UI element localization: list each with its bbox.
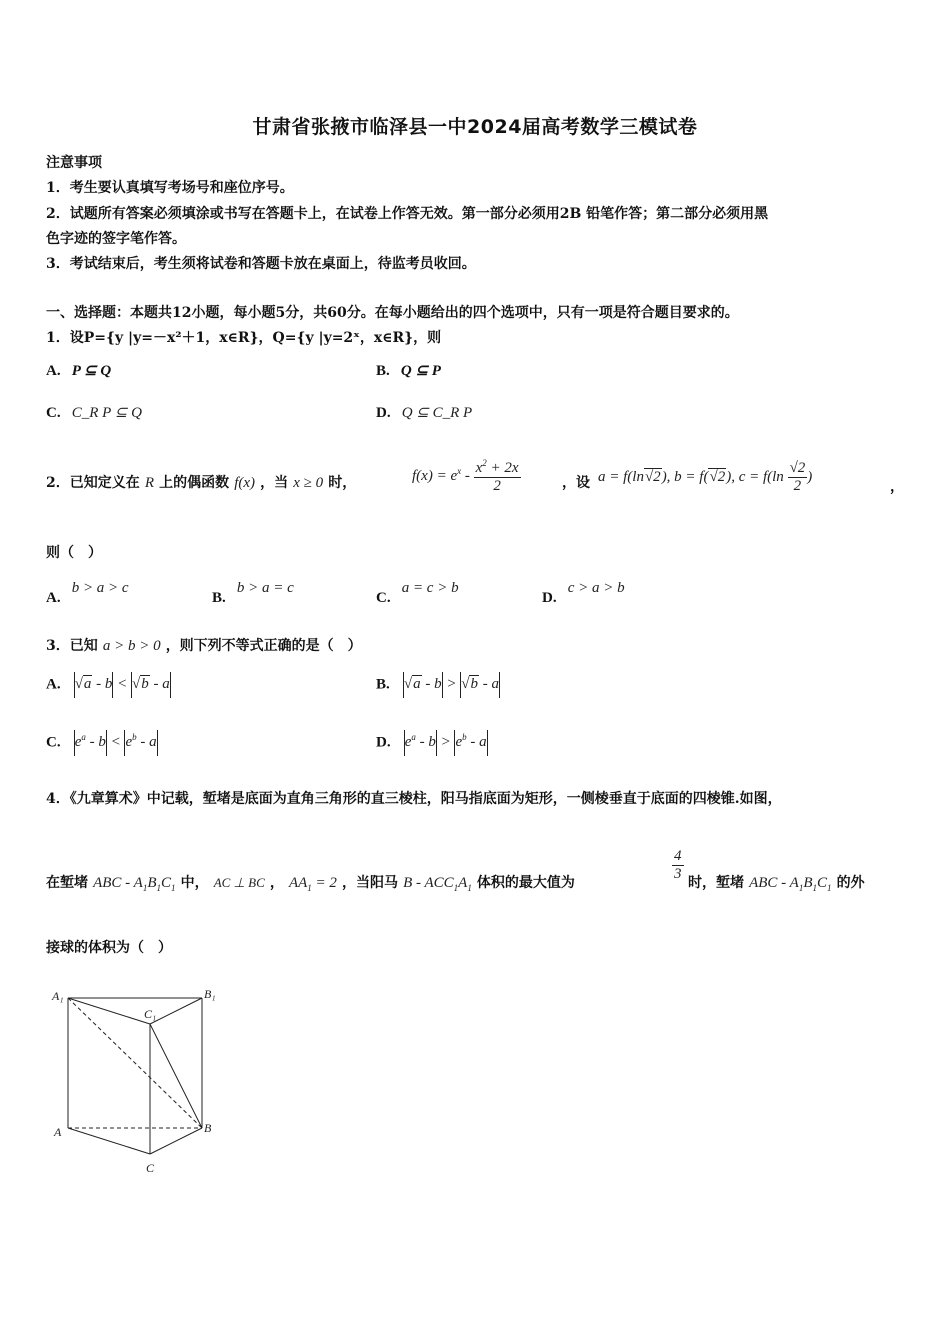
q4-text-4: ，当阳马 [341, 875, 398, 891]
q2-option-a [46, 577, 129, 606]
q4-max-volume: $\frac{4}{3}$ [674, 848, 682, 882]
q3-option-a [46, 672, 171, 698]
option-letter: B. [212, 590, 226, 606]
label-a1: A₁ [52, 989, 64, 1003]
q3-option-c-expr: $e^a - b < e^b - a$ [74, 734, 158, 750]
q2-domain: R [144, 475, 155, 491]
option-letter: C. [46, 734, 61, 751]
q1-option-d [376, 402, 472, 422]
q2-func: f(x) [234, 475, 256, 491]
q3-condition: a > b > 0 [102, 638, 161, 654]
q4-text-1: 在堑堵 [46, 875, 88, 891]
edge-c1b [150, 1024, 202, 1128]
q2-text-6: ， [890, 479, 904, 495]
q4-text-6: 时，堑堵 [688, 875, 744, 891]
q4-stem-line2-b [688, 872, 865, 893]
q3-text-1: 3．已知 [46, 638, 98, 654]
q4-pyramid: B - $ACC_1A_1$ [403, 875, 472, 893]
q1-stem: 1．设P={y |y=－x²＋1，x∈R}，Q={y |y=2ˣ，x∈R}，则 [46, 330, 442, 346]
q2-option-d-text: c > a > b [567, 580, 625, 596]
q1-option-b [376, 360, 441, 380]
q2-text-4: 时， [328, 475, 357, 491]
q4-edge: $AA_1 = 2$ [288, 875, 337, 893]
q4-text-3: ， [269, 875, 284, 891]
edge-ac [68, 1128, 150, 1154]
q4-text-7: 的外 [836, 875, 865, 891]
option-letter: D. [376, 734, 391, 751]
q1-option-c-text: C_R P ⊆ Q [71, 405, 142, 421]
q2-option-b [212, 577, 294, 606]
q4-prism-2: ABC - $A_1B_1C_1$ [749, 875, 832, 893]
notice-item-2: 2．试题所有答案必须填涂或书写在答题卡上，在试卷上作答无效。第一部分必须用2B 铅笔作答；第二部分必须用黑 [46, 206, 769, 222]
q4-stem-line1: 4．《九章算术》中记载，堑堵是底面为直角三角形的直三棱柱，阳马指底面为矩形，一侧棱垂直于底面的四棱锥.如图， [46, 791, 782, 807]
q4-perp: AC ⊥ BC [213, 875, 265, 890]
edge-cb [150, 1128, 202, 1154]
notice-item-1: 1．考生要认真填写考场号和座位序号。 [46, 180, 294, 196]
option-letter: D. [542, 590, 557, 606]
option-letter: A. [46, 676, 61, 693]
q2-text-2: 上的偶函数 [159, 475, 230, 491]
q2-text-3: ，当 [260, 475, 289, 491]
q2-option-b-text: b > a = c [236, 580, 294, 596]
notice-item-3: 3．考试结束后，考生须将试卷和答题卡放在桌面上，待监考员收回。 [46, 256, 476, 272]
option-letter: C. [376, 590, 391, 606]
label-c: C [146, 1161, 155, 1175]
section-heading: 一、选择题：本题共12小题，每小题5分，共60分。在每小题给出的四个选项中，只有一项是符合题目要求的。 [46, 305, 739, 321]
q2-option-d [542, 577, 625, 606]
q2-stem [46, 472, 356, 492]
q2-option-c-text: a = c > b [401, 580, 459, 596]
option-letter: B. [376, 676, 390, 693]
q3-option-b-expr: √a - b > √b - a [403, 676, 500, 692]
page-title: 甘肃省张掖市临泽县一中2024届高考数学三模试卷 [252, 116, 698, 138]
q2-stem-end [890, 476, 904, 496]
q3-option-c [46, 730, 158, 756]
prism-figure [40, 980, 240, 1180]
q4-prism: ABC - $A_1B_1C_1$ [93, 875, 176, 893]
q1-option-c [46, 402, 142, 422]
q2-condition: x ≥ 0 [293, 475, 324, 491]
q1-option-b-text: Q ⊆ P [400, 363, 441, 379]
notice-item-2-cont: 色字迹的签字笔作答。 [46, 231, 186, 247]
q2-text-5: ，设 [562, 475, 590, 491]
q3-option-d-expr: $e^a - b > e^b - a$ [404, 734, 488, 750]
q4-text-2: 中， [180, 875, 209, 891]
label-b1: B₁ [204, 987, 216, 1001]
edge-a1b-hidden [68, 998, 202, 1128]
q1-option-d-text: Q ⊆ C_R P [401, 405, 473, 421]
q3-text-2: ，则下列不等式正确的是（ ） [165, 638, 362, 654]
q2-option-c [376, 577, 459, 606]
q2-text-1: 2．已知定义在 [46, 475, 140, 491]
q4-text-5: 体积的最大值为 [476, 875, 575, 891]
option-letter: D. [376, 405, 391, 421]
q2-abc-definition: a = f(ln√2), b = f(√2), c = f(ln $\frac{√2}{2}$ ) [598, 460, 813, 494]
notice-heading: 注意事项 [46, 155, 102, 171]
q1-option-a [46, 360, 111, 380]
q2-option-a-text: b > a > c [71, 580, 129, 596]
option-letter: B. [376, 363, 390, 379]
label-b: B [204, 1121, 212, 1135]
q3-stem [46, 635, 362, 655]
option-letter: A. [46, 590, 61, 606]
q3-option-d [376, 730, 488, 756]
q2-formula: $f(x) = e^x$ - $\frac{x^2 + 2x}{2}$ [412, 458, 519, 494]
option-letter: A. [46, 363, 61, 379]
q3-option-a-expr: √a - b < √b - a [74, 676, 171, 692]
label-c1: C₁ [144, 1007, 157, 1021]
edge-a1c1 [68, 998, 150, 1024]
q4-stem-line2 [46, 872, 575, 893]
q2-stem-b [562, 472, 590, 492]
option-letter: C. [46, 405, 61, 421]
q4-stem-line3: 接球的体积为（ ） [46, 940, 172, 956]
q2-tail: 则（ ） [46, 545, 102, 561]
label-a: A [54, 1125, 62, 1139]
edge-c1b1 [150, 998, 202, 1024]
q1-option-a-text: P ⊆ Q [71, 363, 112, 379]
q3-option-b [376, 672, 500, 698]
